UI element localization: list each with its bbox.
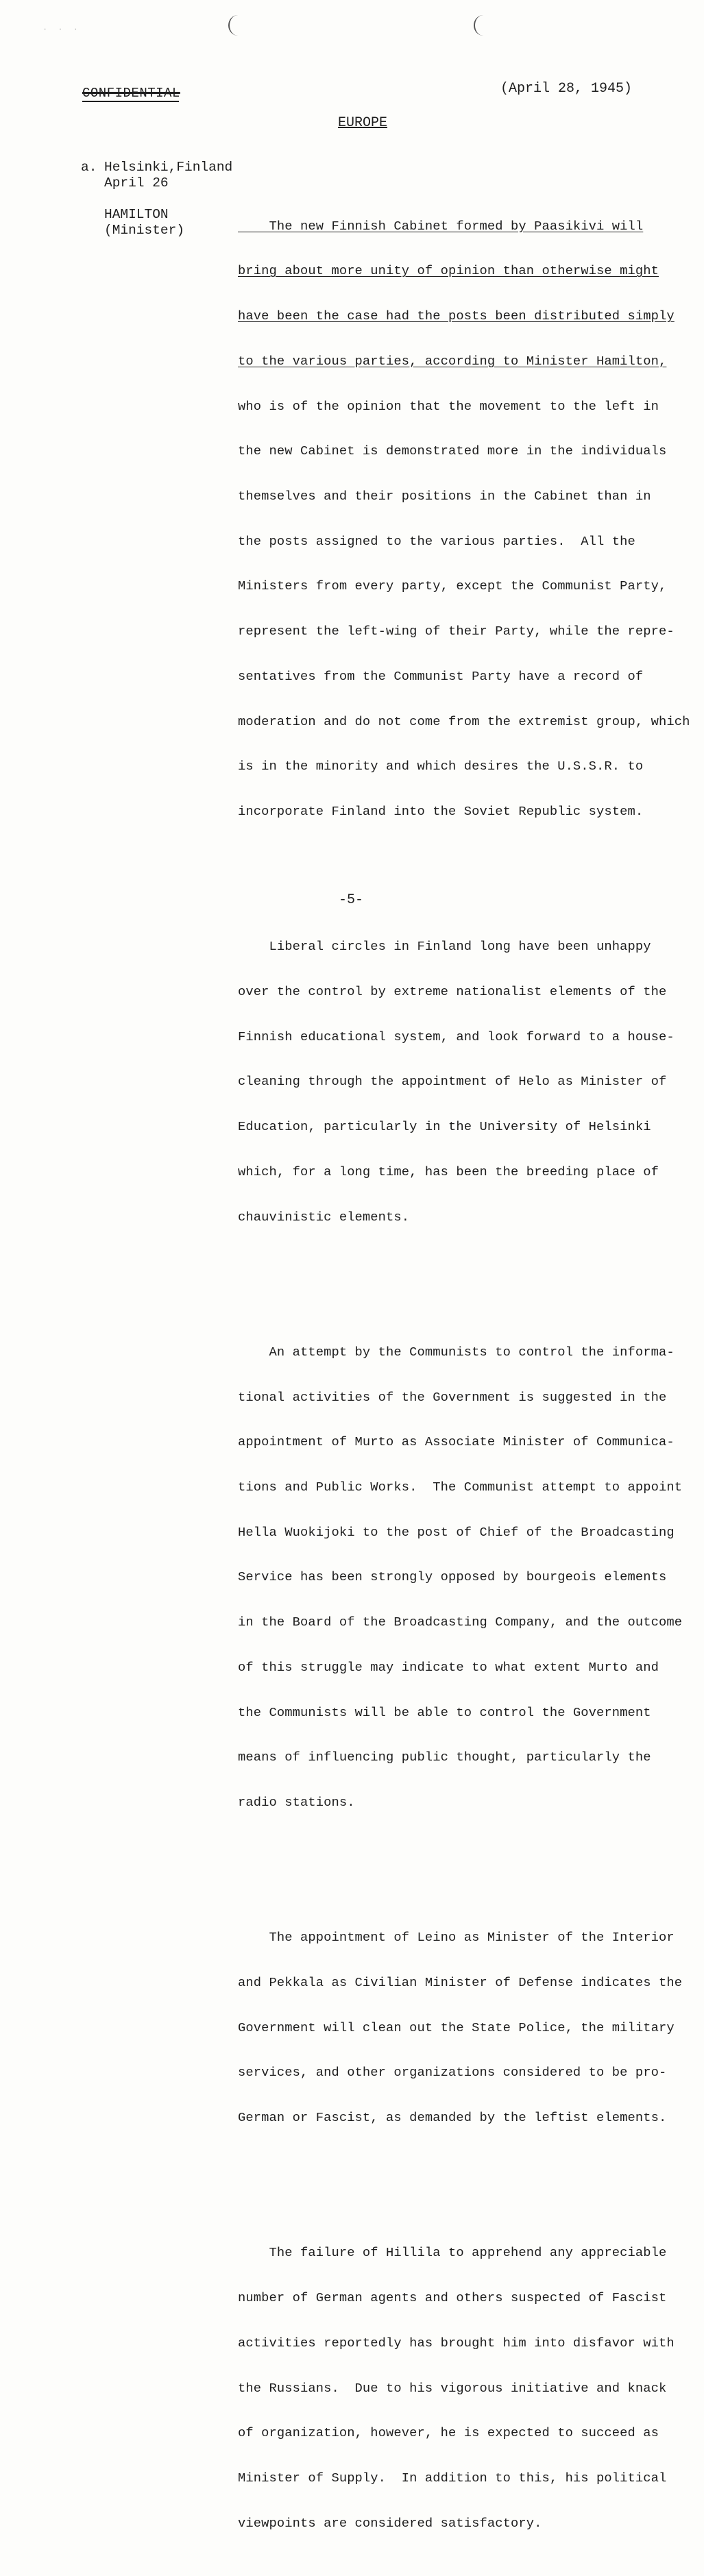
paragraph-education [238, 909, 673, 1255]
text-line [238, 805, 673, 820]
punch-hole-left [228, 15, 247, 36]
underlined-text: to the various parties, according to Minister Hamilton, [238, 353, 667, 369]
text-line-content: is in the minority and which desires the U.S.S.R. to [238, 759, 644, 774]
text-line: An attempt by the Communists to control the informa- [238, 1344, 675, 1360]
text-line [238, 354, 673, 369]
text-line: Government will clean out the State Police, the military [238, 2020, 675, 2035]
entry-letter: a. [81, 160, 97, 175]
text-line: cleaning through the appointment of Helo as Minister of [238, 1074, 667, 1090]
text-line [238, 579, 673, 594]
text-line: chauvinistic elements. [238, 1209, 410, 1225]
text-line: German or Fascist, as demanded by the leftist elements. [238, 2110, 667, 2126]
text-line: the Russians. Due to his vigorous initiative and knack [238, 2380, 667, 2396]
text-line: Service has been strongly opposed by bourgeois elements [238, 1569, 667, 1585]
text-line [238, 264, 673, 279]
text-line: over the control by extreme nationalist elements of the [238, 983, 667, 999]
entry-date: April 26 [104, 175, 169, 191]
text-line [238, 759, 673, 774]
entry-source-name: HAMILTON [104, 207, 169, 222]
underlined-text: bring about more unity of opinion than otherwise might [238, 263, 659, 279]
paragraph-communications [238, 1315, 683, 1841]
text-line-content: sentatives from the Communist Party have a record of [238, 668, 644, 684]
text-line: appointment of Murto as Associate Minister of Communica- [238, 1434, 675, 1450]
entry-source-title-line [81, 223, 239, 238]
entry-heading-line [81, 160, 239, 175]
text-line-content: moderation and do not come from the extremist group, which [238, 713, 690, 729]
underlined-text: have been the case had the posts been distributed simply [238, 308, 675, 324]
text-line: which, for a long time, has been the breeding place of [238, 1164, 659, 1179]
text-line [238, 400, 673, 415]
text-line-content: represent the left-wing of their Party, while the repre- [238, 624, 675, 639]
section-title: EUROPE [338, 115, 388, 131]
entry-source-title: (Minister) [104, 223, 185, 238]
document-date: (April 28, 1945) [500, 81, 633, 97]
underlined-text: The new Finnish Cabinet formed by Paasikivi will [238, 218, 644, 234]
punch-hole-right [474, 15, 493, 36]
text-line [238, 309, 673, 324]
entry-location: Helsinki,Finland [104, 160, 233, 175]
text-line: Minister of Supply. In addition to this, his political [238, 2470, 667, 2486]
report-body [238, 159, 690, 2576]
entry-sidebar [81, 160, 239, 238]
text-line-content: themselves and their positions in the Cabinet than in [238, 488, 651, 504]
text-line: in the Board of the Broadcasting Company, and the outcome [238, 1615, 683, 1630]
text-line-content: the new Cabinet is demonstrated more in the individuals [238, 443, 667, 459]
text-line-content: who is of the opinion that the movement to the left in [238, 398, 659, 414]
text-line: number of German agents and others suspected of Fascist [238, 2290, 667, 2306]
text-line: the Communists will be able to control the Government [238, 1704, 651, 1720]
text-line: tional activities of the Government is suggested in the [238, 1389, 667, 1405]
text-line: services, and other organizations considered to be pro- [238, 2065, 667, 2081]
paragraph-cabinet [238, 189, 690, 850]
text-line: Education, particularly in the University of Helsinki [238, 1119, 651, 1135]
classification-marking: CONFIDENTIAL [82, 86, 180, 101]
paper-smudge: · · · [43, 25, 82, 34]
text-line: activities reportedly has brought him into disfavor with [238, 2335, 675, 2351]
text-line: The appointment of Leino as Minister of the Interior [238, 1930, 675, 1946]
text-line-content: the posts assigned to the various parties. All the [238, 533, 635, 549]
paragraph-interior [238, 1900, 683, 2155]
text-line: radio stations. [238, 1794, 355, 1810]
text-line-content: incorporate Finland into the Soviet Republic system. [238, 803, 644, 819]
text-line: of organization, however, he is expected to succeed as [238, 2425, 659, 2441]
text-line [238, 535, 673, 550]
text-line: Liberal circles in Finland long have been unhappy [238, 939, 651, 955]
text-line: of this struggle may indicate to what extent Murto and [238, 1659, 659, 1675]
text-line-content: Ministers from every party, except the Communist Party, [238, 578, 667, 594]
text-line [238, 713, 690, 730]
text-line [238, 670, 673, 685]
entry-source-line [81, 207, 239, 223]
text-line [238, 219, 673, 234]
text-line: viewpoints are considered satisfactory. [238, 2515, 542, 2531]
text-line: Finnish educational system, and look forward to a house- [238, 1029, 675, 1044]
text-line [238, 624, 673, 639]
text-line: Hella Wuokijoki to the post of Chief of the Broadcasting [238, 1524, 675, 1540]
text-line: The failure of Hillila to apprehend any appreciable [238, 2245, 667, 2261]
text-line: means of influencing public thought, particularly the [238, 1750, 651, 1765]
paragraph-supply [238, 2216, 673, 2562]
text-line [238, 444, 673, 459]
text-line: and Pekkala as Civilian Minister of Defense indicates the [238, 1974, 683, 1990]
page-number: -5- [339, 892, 364, 908]
text-line [238, 489, 673, 504]
text-line: tions and Public Works. The Communist attempt to appoint [238, 1479, 683, 1495]
entry-date-line [81, 175, 239, 191]
